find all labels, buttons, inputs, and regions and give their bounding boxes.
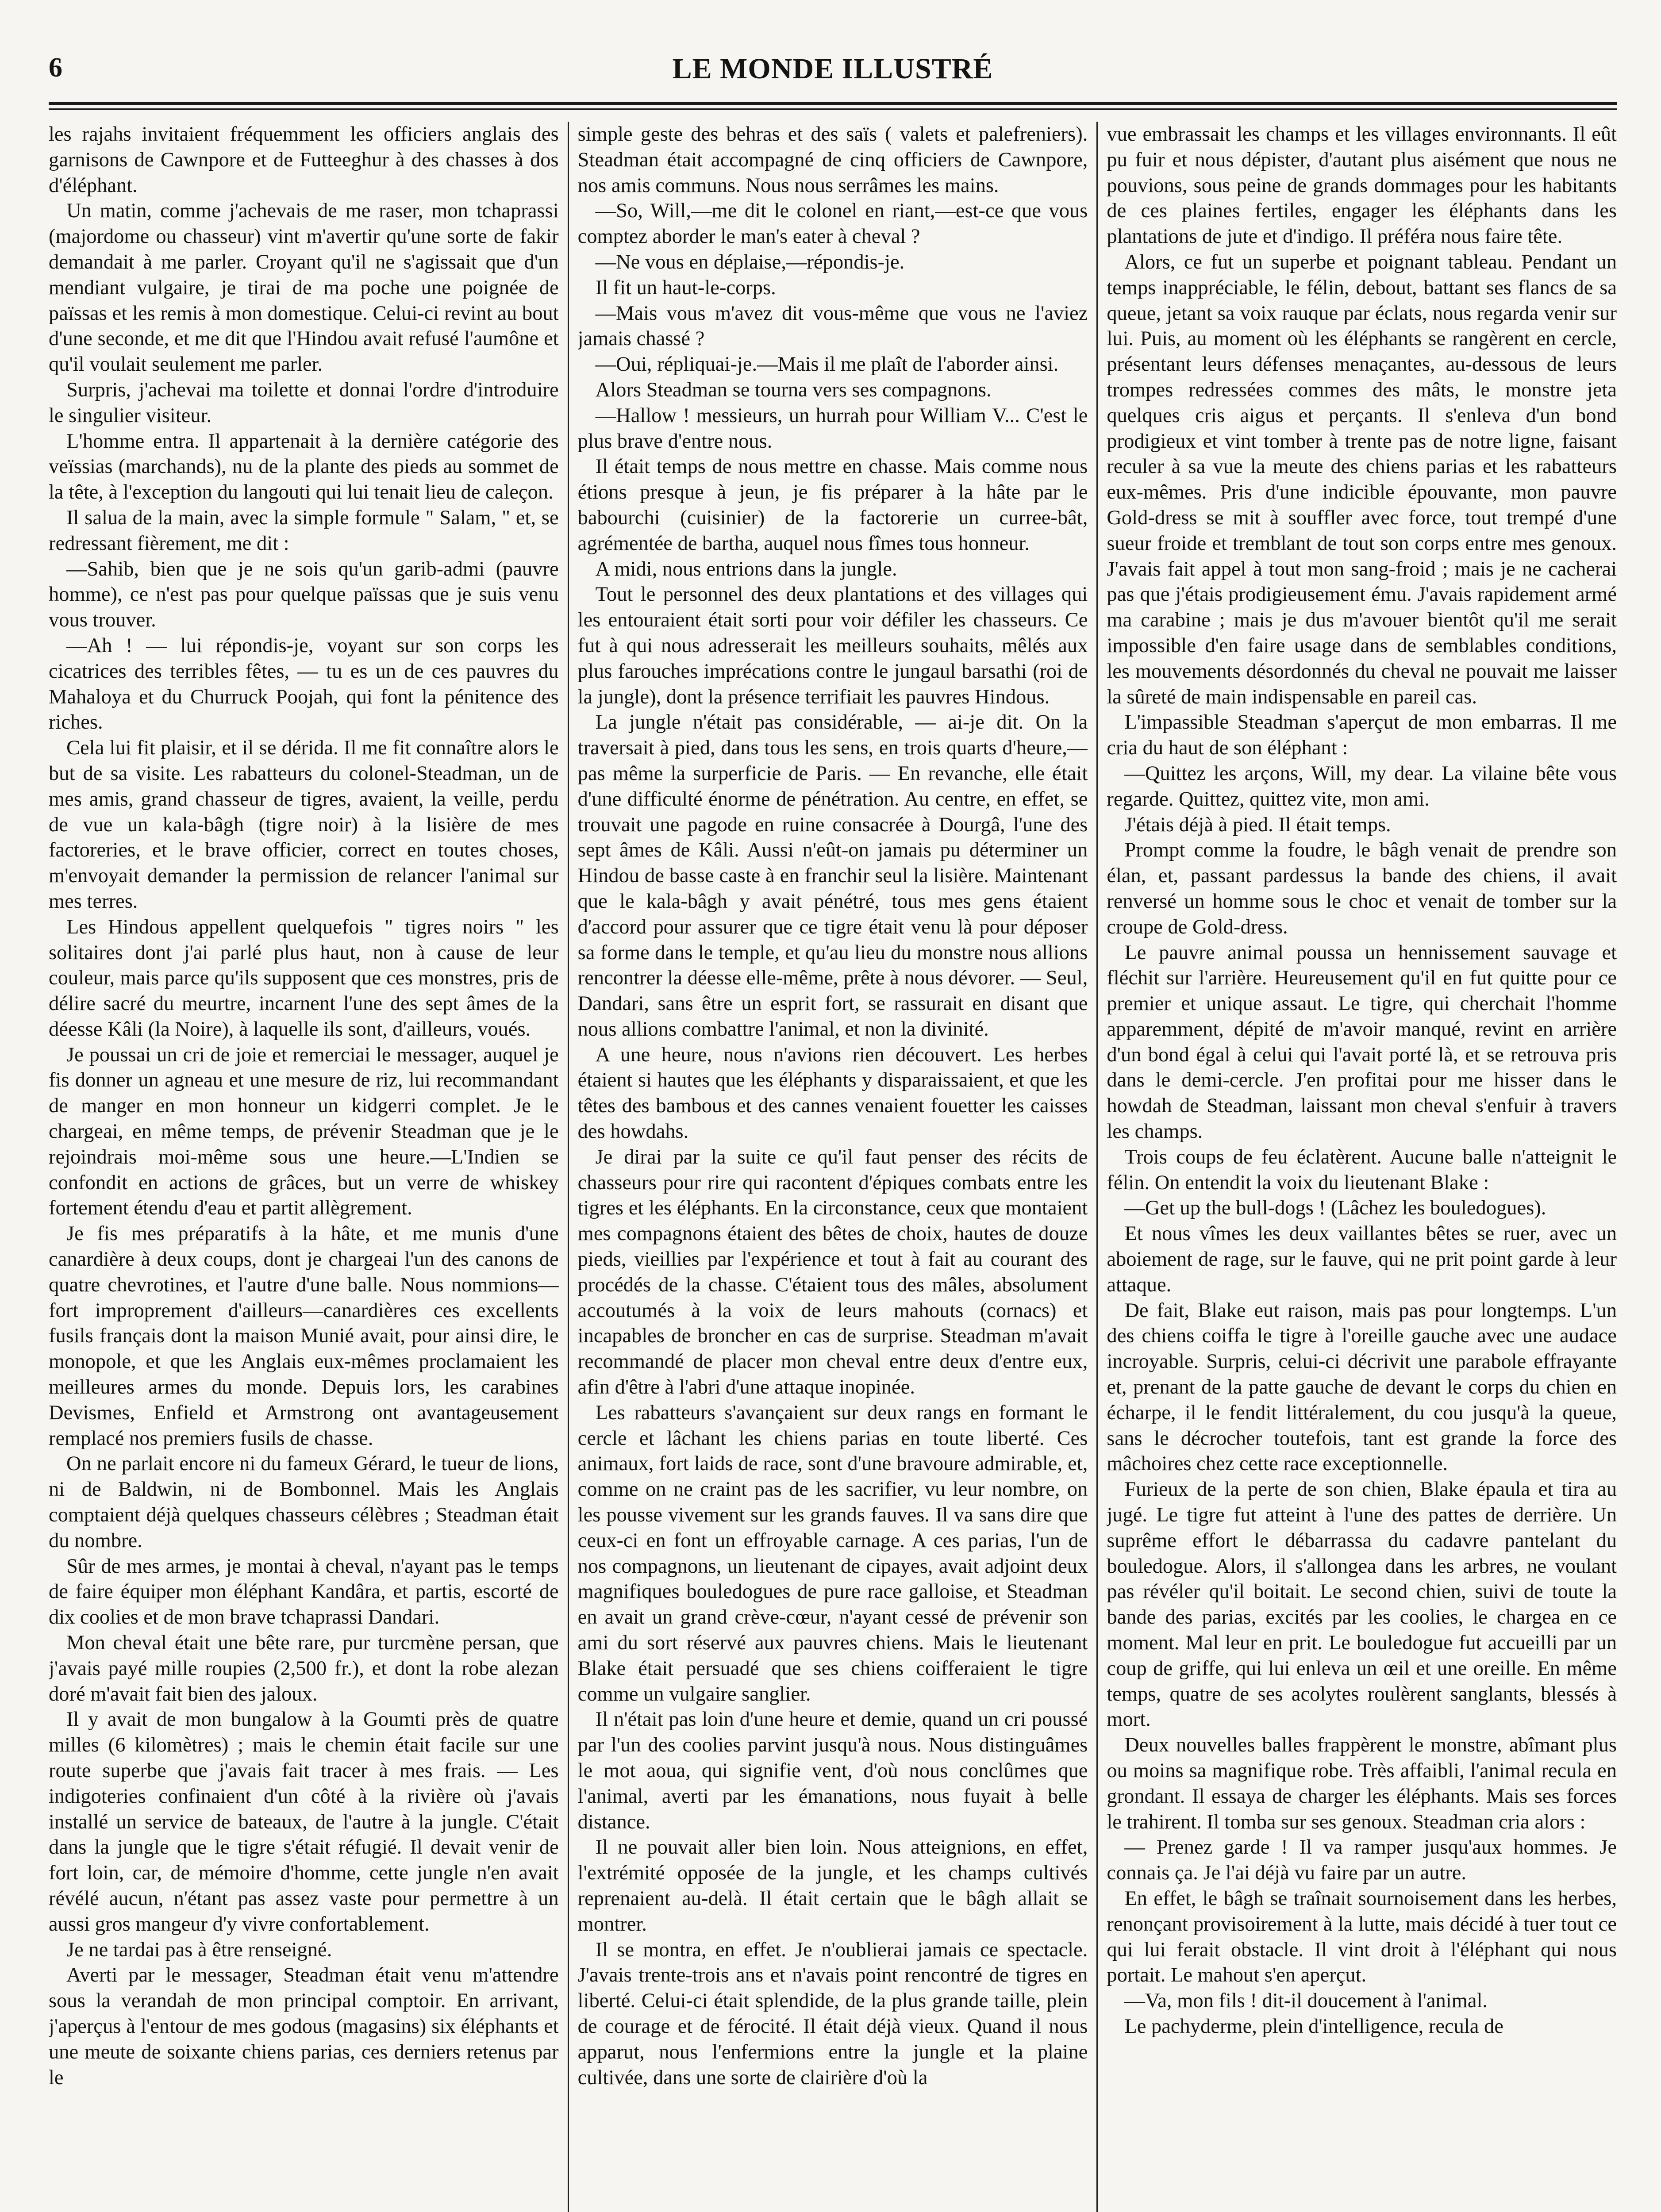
paragraph: Tout le personnel des deux plantations et des villages qui les entouraient était sorti pour voir défiler les chasseurs. Ce fut à qui nous adresserait les meilleurs souhaits, mêlés aux plus farouches imprécations contre le jungaul barsathi (roi de la jungle), dont la présence terrifiait les pauvres Hindous. (577, 583, 1088, 708)
paragraph: J'étais déjà à pied. Il était temps. (1124, 813, 1391, 836)
paragraph: Je fis mes préparatifs à la hâte, et me munis d'une canardière à deux coups, dont je chargeai l'un des canons de quatre chevrotines, et l'autre d'une balle. Nous nommions—fort improprement d'ailleurs—canardières ces excellents fusils français dont la maison Munié avait, pour ainsi dire, le monopole, et que les Anglais eux-mêmes proclamaient les meilleures armes du monde. Depuis lors, les carabines Devismes, Enfield et Armstrong ont avantageusement remplacé nos premiers fusils de chasse. (49, 1222, 559, 1450)
paragraph: —Get up the bull-dogs ! (Lâchez les bouledogues). (1124, 1197, 1546, 1220)
paragraph: Il y avait de mon bungalow à la Goumti près de quatre milles (6 kilomètres) ; mais le chemin était facile sur une route superbe que j'avais fait tracer à mes frais. — Les indigoteries confinaient d'un côté à la rivière où j'avais installé un service de bateaux, de l'autre à la jungle. C'était dans la jungle que le tigre s'était réfugié. Il devait venir de fort loin, car, de mémoire d'homme, cette jungle n'en avait révélé aucun, n'étant pas assez vaste pour permettre à un aussi gros mangeur d'y vivre confortablement. (49, 1708, 559, 1936)
paragraph: Surpris, j'achevai ma toilette et donnai l'ordre d'introduire le singulier visiteur. (49, 378, 559, 427)
paragraph: Les Hindous appellent quelquefois " tigres noirs " les solitaires dont j'ai parlé plus haut, non à cause de leur couleur, mais parce qu'ils supposent que ces monstres, pris de délire sacré du meurtre, incarnent l'une des sept âmes de la déesse Kâli (la Noire), à laquelle ils sont, d'ailleurs, voués. (49, 915, 559, 1041)
column-right (1107, 122, 1617, 2212)
paragraph: —Oui, répliquai-je.—Mais il me plaît de l'aborder ainsi. (595, 353, 1059, 376)
paragraph: —So, Will,—me dit le colonel en riant,—est-ce que vous comptez aborder le man's eater à cheval ? (577, 200, 1088, 248)
paragraph: L'impassible Steadman s'aperçut de mon embarras. Il me cria du haut de son éléphant : (1107, 711, 1617, 760)
paragraph: Furieux de la perte de son chien, Blake épaula et tira au jugé. Le tigre fut atteint à l'une des pattes de derrière. Un suprême effort le débarrassa du cadavre pantelant du bouledogue. Alors, il s'allongea dans les arbres, ne voulant pas révéler qu'il boitait. Le second chien, suivi de toute la bande des parias, excités par les coolies, le chargea en ce moment. Mal leur en prit. Le bouledogue fut accueilli par un coup de griffe, qui lui enleva un œil et une oreille. En même temps, quatre de ses acolytes roulèrent sanglants, blessés à mort. (1107, 1478, 1617, 1731)
paragraph: Il ne pouvait aller bien loin. Nous atteignions, en effet, l'extrémité opposée de la jungle, et les champs cultivés reprenaient au-delà. Il était certain que le bâgh allait se montrer. (577, 1836, 1088, 1936)
paragraph: —Mais vous m'avez dit vous-même que vous ne l'aviez jamais chassé ? (577, 302, 1088, 350)
paragraph: Trois coups de feu éclatèrent. Aucune balle n'atteignit le félin. On entendit la voix du lieutenant Blake : (1107, 1145, 1617, 1194)
paragraph: simple geste des behras et des saïs ( valets et palefreniers). Steadman était accompagné de cinq officiers de Cawnpore, nos amis communs. Nous nous serrâmes les mains. (577, 123, 1088, 197)
paragraph: La jungle n'était pas considérable, — ai-je dit. On la traversait à pied, dans tous les sens, en trois quarts d'heure,—pas même la surperficie de Paris. — En revanche, elle était d'une difficulté énorme de pénétration. Au centre, en effet, se trouvait une pagode en ruine consacrée à Dourgâ, l'une des sept âmes de Kâli. Aussi n'eût-on jamais pu déterminer un Hindou de basse caste à en franchir seul la lisière. Maintenant que le kala-bâgh y avait pénétré, tous mes gens étaient d'accord pour assurer que ce tigre était venu là pour déposer sa forme dans le temple, et qu'au lieu du monstre nous allions rencontrer la déesse elle-même, prête à nous dévorer. — Seul, Dandari, sans être un esprit fort, se rassurait en disant que nous allions combattre l'animal, et non la divinité. (577, 711, 1088, 1041)
paragraph: Il était temps de nous mettre en chasse. Mais comme nous étions presque à jeun, je fis préparer à la hâte par le babourchi (cuisinier) de la factorerie un curree-bât, agrémentée de bartha, auquel nous fîmes tous honneur. (577, 455, 1088, 555)
paragraph: Et nous vîmes les deux vaillantes bêtes se ruer, avec un aboiement de rage, sur le fauve, qui ne prit point garde à leur attaque. (1107, 1222, 1617, 1296)
paragraph: Averti par le messager, Steadman était venu m'attendre sous la verandah de mon principal comptoir. En arrivant, j'aperçus à l'entour de mes godous (magasins) six éléphants et une meute de soixante chiens parias, ces derniers retenus par le (49, 1964, 559, 2089)
paragraph: —Va, mon fils ! dit-il doucement à l'animal. (1124, 1989, 1488, 2012)
paragraph: Deux nouvelles balles frappèrent le monstre, abîmant plus ou moins sa magnifique robe. Très affaibli, l'animal recula en grondant. Il essaya de charger les éléphants. Mais ses forces le trahirent. Il tomba sur ses genoux. Steadman cria alors : (1107, 1734, 1617, 1833)
paragraph: Les rabatteurs s'avançaient sur deux rangs en formant le cercle et lâchant les chiens parias en toute liberté. Ces animaux, fort laids de race, sont d'une bravoure admirable, et, comme on ne craint pas de les sacrifier, vu leur nombre, on les pousse vivement sur les grands fauves. Il va sans dire que ceux-ci en font un effroyable carnage. A ces parias, l'un de nos compagnons, un lieutenant de cipayes, avait adjoint deux magnifiques bouledogues de pure race galloise, et Steadman en avait un grand crève-cœur, n'ayant cessé de prévenir son ami du sort réservé aux pauvres chiens. Mais le lieutenant Blake était persuadé que ses chiens coifferaient le tigre comme un vulgaire sanglier. (577, 1401, 1088, 1705)
paragraph: A une heure, nous n'avions rien découvert. Les herbes étaient si hautes que les éléphants y disparaissaient, et que les têtes des bambous et des cannes venaient fouetter les caisses des howdahs. (577, 1043, 1088, 1143)
journal-title: LE MONDE ILLUSTRÉ (672, 53, 993, 85)
paragraph: Sûr de mes armes, je montai à cheval, n'ayant pas le temps de faire équiper mon éléphant Kandâra, et partis, escorté de dix coolies et de mon brave tchaprassi Dandari. (49, 1555, 559, 1629)
paragraph: —Hallow ! messieurs, un hurrah pour William V... C'est le plus brave d'entre nous. (577, 404, 1088, 453)
paragraph: —Sahib, bien que je ne sois qu'un garib-admi (pauvre homme), ce n'est pas pour quelque païssas que je suis venu vous trouver. (49, 557, 559, 632)
paragraph: Prompt comme la foudre, le bâgh venait de prendre son élan, et, passant pardessus la bande des chiens, il avait renversé un homme sous le choc et venait de tomber sur la croupe de Gold-dress. (1107, 839, 1617, 938)
paragraph: En effet, le bâgh se traînait sournoisement dans les herbes, renonçant provisoirement à la lutte, mais décidé à tuer tout ce qui lui ferait obstacle. Il vint droit à l'éléphant qui nous portait. Le mahout s'en aperçut. (1107, 1887, 1617, 1987)
paragraph: Le pachyderme, plein d'intelligence, recula de (1124, 2015, 1503, 2038)
paragraph: Il se montra, en effet. Je n'oublierai jamais ce spectacle. J'avais trente-trois ans et n'avais point rencontré de tigres en liberté. Celui-ci était splendide, de la plus grande taille, plein de courage et de férocité. Il était déjà vieux. Quand il nous apparut, nous l'enfermions entre la jungle et la plaine cultivée, dans une sorte de clairière d'où la (577, 1938, 1088, 2089)
column-middle (578, 122, 1088, 2212)
page-number: 6 (49, 53, 62, 83)
paragraph: Un matin, comme j'achevais de me raser, mon tchaprassi (majordome ou chasseur) vint m'avertir qu'une sorte de fakir demandait à me parler. Croyant qu'il ne s'agissait que d'un mendiant vulgaire, je tirai de ma poche une poignée de païssas et les remis à mon domestique. Celui-ci revint au bout d'une seconde, et me dit que l'Hindou avait refusé l'aumône et qu'il voulait seulement me parler. (49, 200, 559, 376)
paragraph: Alors Steadman se tourna vers ses compagnons. (595, 378, 992, 401)
paragraph: Cela lui fit plaisir, et il se dérida. Il me fit connaître alors le but de sa visite. Les rabatteurs du colonel-Steadman, un de mes amis, grand chasseur de tigres, avaient, la veille, perdu de vue un kala-bâgh (tigre noir) à la lisière de mes factoreries, et le brave officier, correct en toutes choses, m'envoyait demander la permission de relancer l'animal sur mes terres. (49, 737, 559, 913)
paragraph: Il fit un haut-le-corps. (595, 276, 776, 299)
paragraph: Alors, ce fut un superbe et poignant tableau. Pendant un temps inappréciable, le félin, debout, battant ses flancs de sa queue, jetant sa voix rauque par éclats, nous regarda venir sur lui. Puis, au moment où les éléphants se rangèrent en cercle, présentant leurs défenses menaçantes, au-dessous de leurs trompes redressées commes des mâts, le monstre jeta quelques cris aigus et perçants. Il s'enleva d'un bond prodigieux et vint tomber à trente pas de notre ligne, faisant reculer à sa vue la meute des chiens parias et les rabatteurs eux-mêmes. Pris d'une indicible épouvante, mon pauvre Gold-dress se mit à souffler avec force, tout trempé d'une sueur froide et tremblant de tout son corps entre mes genoux. J'avais fait appel à tout mon sang-froid ; mais je ne cacherai pas que j'étais prodigieusement ému. J'avais rapidement armé ma carabine ; mais je dus m'avouer bientôt qu'il me serait impossible d'en faire usage dans de semblables conditions, les mouvements désordonnés du cheval ne pouvait me laisser la sûreté de main indispensable en pareil cas. (1107, 250, 1617, 708)
paragraph: A midi, nous entrions dans la jungle. (595, 557, 897, 580)
paragraph: Le pauvre animal poussa un hennissement sauvage et fléchit sur l'arrière. Heureusement qu'il en fut quitte pour ce premier et unique assaut. Le tigre, qui cherchait l'homme apparemment, dépité de m'avoir manqué, revint en arrière d'un bond égal à celui qui l'avait porté là, et se retrouva pris dans le demi-cercle. J'en profitai pour me hisser dans le howdah de Steadman, laissant mon cheval s'enfuir à travers les champs. (1107, 941, 1617, 1143)
paragraph: Je ne tardai pas à être renseigné. (66, 1938, 332, 1961)
paragraph: Il salua de la main, avec la simple formule " Salam, " et, se redressant fièrement, me dit : (49, 506, 559, 555)
column-left (49, 122, 559, 2212)
column-divider (568, 122, 569, 2212)
paragraph: L'homme entra. Il appartenait à la dernière catégorie des veïssias (marchands), nu de la plante des pieds au sommet de la tête, à l'exception du langouti qui lui tenait lieu de caleçon. (49, 430, 559, 504)
paragraph: Mon cheval était une bête rare, pur turcmène persan, que j'avais payé mille roupies (2,500 fr.), et dont la robe alezan doré m'avait fait bien des jaloux. (49, 1632, 559, 1705)
header-rule-thin (49, 108, 1617, 110)
paragraph: Il n'était pas loin d'une heure et demie, quand un cri poussé par l'un des coolies parvint jusqu'à nous. Nous distinguâmes le mot aoua, qui signifie vent, d'où nous conclûmes que l'animal, averti par les émanations, nous fuyait à belle distance. (577, 1708, 1088, 1833)
paragraph: On ne parlait encore ni du fameux Gérard, le tueur de lions, ni de Baldwin, ni de Bombonnel. Mais les Anglais comptaient déjà quelques chasseurs célèbres ; Steadman était du nombre. (49, 1452, 559, 1552)
paragraph: De fait, Blake eut raison, mais pas pour longtemps. L'un des chiens coiffa le tigre à l'oreille gauche avec une audace incroyable. Surpris, celui-ci décrivit une parabole effrayante et, prenant de la patte gauche de devant le corps du chien en écharpe, il le fendit littéralement, du cou jusqu'à la queue, sans le décrocher toutefois, tant est grande la force des mâchoires chez cette race exceptionnelle. (1107, 1299, 1617, 1475)
paragraph: —Ah ! — lui répondis-je, voyant sur son corps les cicatrices des terribles fêtes, — tu es un de ces pauvres du Mahaloya et du Churruck Poojah, qui font la pénitence des riches. (49, 634, 559, 734)
column-divider (1096, 122, 1098, 2212)
paragraph: les rajahs invitaient fréquemment les officiers anglais des garnisons de Cawnpore et de Futteeghur à des chasses à dos d'éléphant. (49, 123, 559, 197)
paragraph: —Ne vous en déplaise,—répondis-je. (595, 250, 905, 273)
paragraph: Je dirai par la suite ce qu'il faut penser des récits de chasseurs pour rire qui racontent d'épiques combats entre les tigres et les éléphants. En la circonstance, ceux que montaient mes compagnons étaient des bêtes de choix, hautes de douze pieds, vieillies par l'expérience et tout à fait au courant des procédés de la chasse. C'étaient tous des mâles, absolument accoutumés à la voix de leurs mahouts (cornacs) et incapables de broncher en cas de surprise. Steadman m'avait recommandé de placer mon cheval entre deux d'entre eux, afin d'être à l'abri d'une attaque inopinée. (577, 1145, 1088, 1399)
header-rule-thick (49, 102, 1617, 105)
paragraph: —Quittez les arçons, Will, my dear. La vilaine bête vous regarde. Quittez, quittez vite, mon ami. (1107, 762, 1617, 810)
paragraph: Je poussai un cri de joie et remerciai le messager, auquel je fis donner un agneau et une mesure de riz, lui recommandant de manger en mon honneur un kidgerri complet. Je le chargeai, en même temps, de prévenir Steadman que je le rejoindrais moi-même sous une heure.—L'Indien se confondit en actions de grâces, but un verre de whiskey fortement étendu d'eau et partit allègrement. (49, 1043, 559, 1220)
page-header (49, 52, 1617, 92)
paragraph: vue embrassait les champs et les villages environnants. Il eût pu fuir et nous dépister, d'autant plus aisément que nous ne pouvions, sous peine de grands dommages pour les habitants de ces plaines fertiles, engager les éléphants dans les plantations de jute et d'indigo. Il préféra nous faire tête. (1107, 123, 1617, 248)
paragraph: — Prenez garde ! Il va ramper jusqu'aux hommes. Je connais ça. Je l'ai déjà vu faire par un autre. (1107, 1836, 1617, 1885)
article-columns (49, 122, 1617, 2212)
